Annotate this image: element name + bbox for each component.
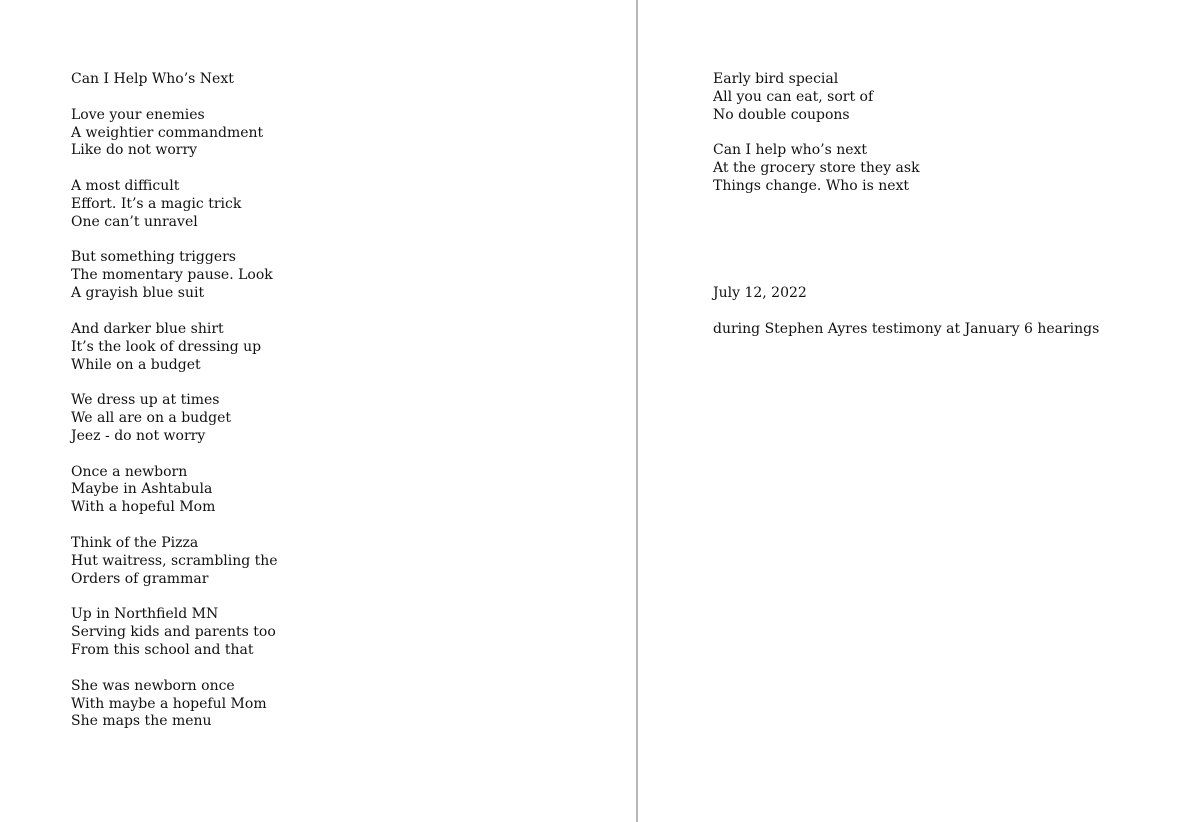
poem-line: Effort. It’s a magic trick <box>71 195 242 212</box>
stanza <box>713 71 1200 125</box>
poem-line: Love your enemies <box>71 106 205 123</box>
stanza <box>713 142 1200 196</box>
poem-line: We dress up at times <box>71 392 220 409</box>
poem-line: Maybe in Ashtabula <box>71 481 213 498</box>
poem-line: She was newborn once <box>71 677 235 694</box>
poem-line: Once a newborn <box>71 463 188 480</box>
poem-line: She maps the menu <box>71 713 212 730</box>
poem-line: Serving kids and parents too <box>71 624 276 641</box>
poem-title: Can I Help Who’s Next <box>71 71 234 87</box>
poem-line: No double coupons <box>713 106 850 123</box>
poem-line: We all are on a budget <box>71 410 232 427</box>
stanza <box>71 107 637 161</box>
poem-line: All you can eat, sort of <box>713 88 874 105</box>
stanza <box>71 321 637 375</box>
poem-line: But something triggers <box>71 249 236 266</box>
poem-line: From this school and that <box>71 642 254 658</box>
stanza <box>71 464 637 518</box>
dateline <box>713 285 1200 339</box>
poem-line: A grayish blue suit <box>71 285 205 302</box>
right-page <box>639 0 1200 822</box>
poem-line: Can I help who’s next <box>713 142 868 159</box>
poem-line: At the grocery store they ask <box>713 160 920 177</box>
poem-line: While on a budget <box>71 356 201 373</box>
poem-line: With a hopeful Mom <box>71 499 216 516</box>
poem-line: Up in Northfield MN <box>71 606 219 623</box>
stanza <box>71 606 637 660</box>
stanza <box>71 678 637 732</box>
poem-line: Orders of grammar <box>71 570 209 587</box>
poem-line: And darker blue shirt <box>71 320 224 337</box>
stanza <box>71 535 637 589</box>
page-divider <box>636 0 638 822</box>
poem-note: during Stephen Ayres testimony at January 6 hearings <box>713 320 1100 337</box>
poem-line: Jeez - do not worry <box>71 427 206 444</box>
stanza <box>71 249 637 303</box>
poem-line: A most difficult <box>71 178 180 195</box>
poem-line: Like do not worry <box>71 142 198 159</box>
poem-date: July 12, 2022 <box>713 284 807 301</box>
poem-line: A weightier commandment <box>71 124 264 141</box>
poem-line: Early bird special <box>713 71 839 87</box>
poem-line: It’s the look of dressing up <box>71 338 262 355</box>
poem-line: One can’t unravel <box>71 213 198 230</box>
stanza <box>71 392 637 446</box>
poem-line: Think of the Pizza <box>71 534 199 551</box>
poem-line: Things change. Who is next <box>713 178 910 195</box>
poem-line: With maybe a hopeful Mom <box>71 695 267 712</box>
poem-line: Hut waitress, scrambling the <box>71 552 278 569</box>
poem-line: The momentary pause. Look <box>71 267 273 284</box>
stanza <box>71 178 637 232</box>
